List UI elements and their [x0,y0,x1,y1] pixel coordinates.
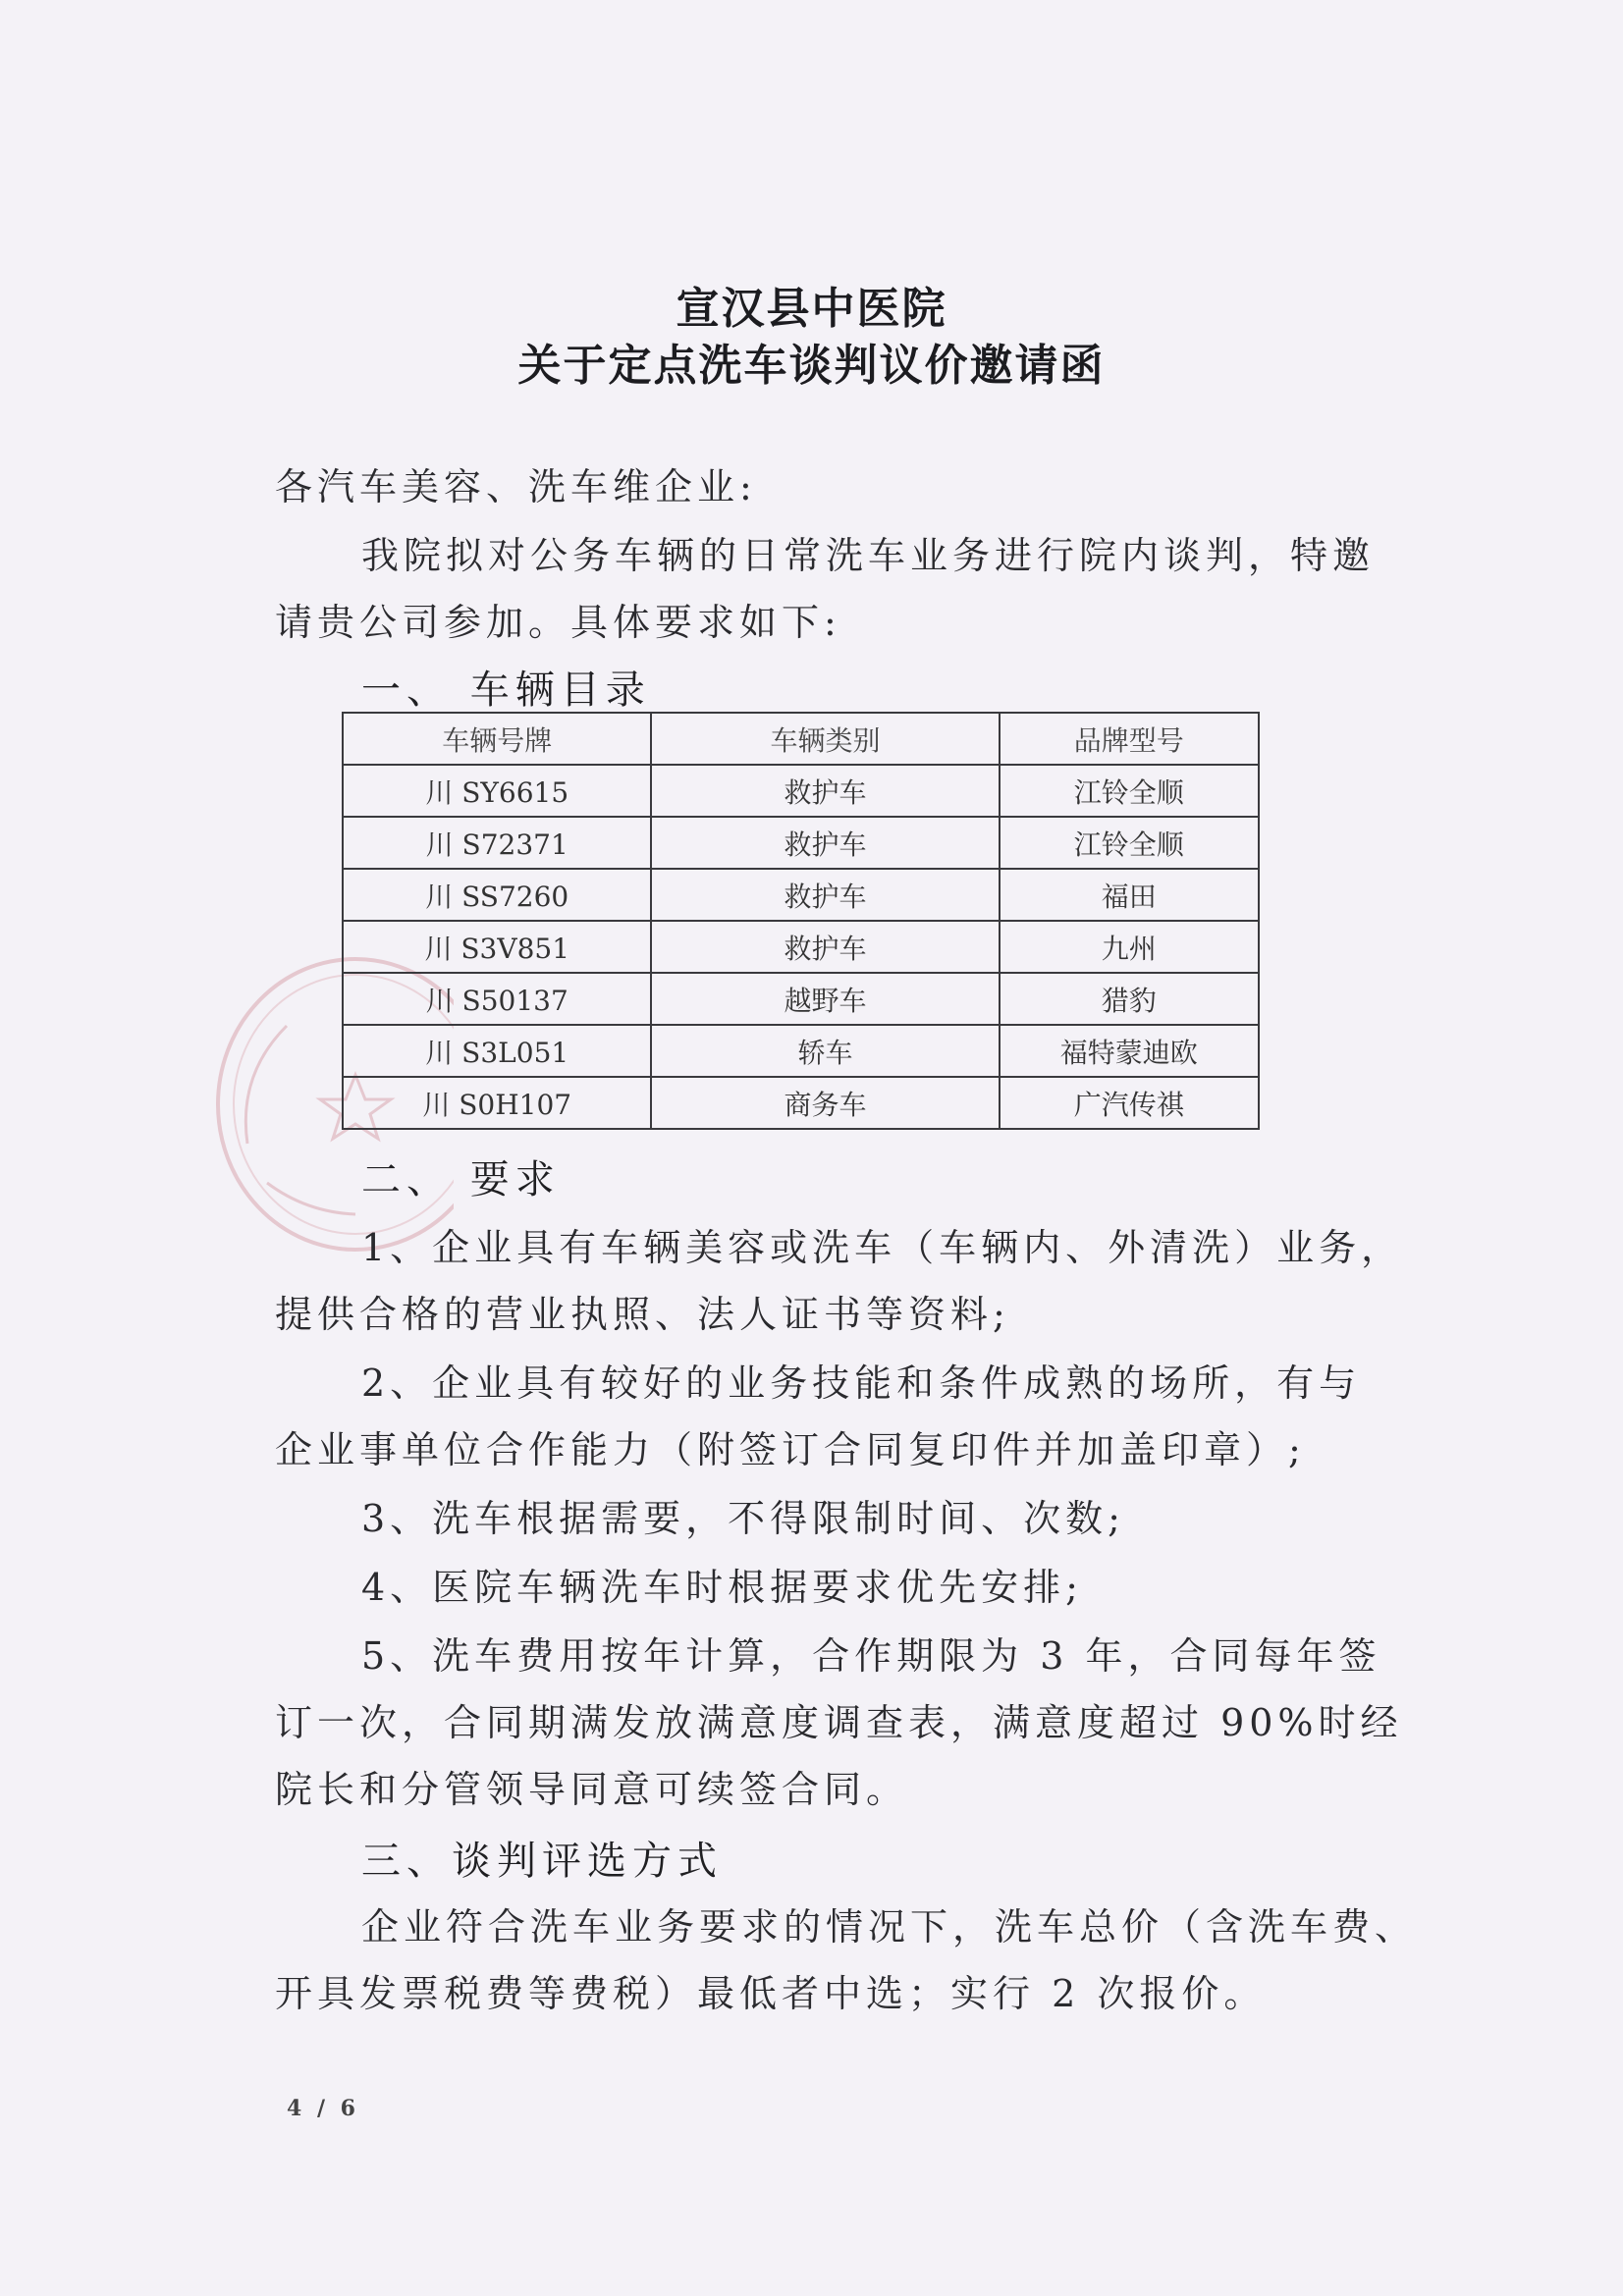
page-number: 4 / 6 [287,2096,359,2121]
table-row [343,973,1259,1025]
cell-plate: 川 S3L051 [343,1025,651,1077]
table-row [343,869,1259,921]
evaluation-line1: 企业符合洗车业务要求的情况下，洗车总价（含洗车费、 [361,1905,1418,1949]
section3-heading: 三、谈判评选方式 [361,1839,723,1884]
cell-type: 轿车 [651,1025,999,1077]
requirement5-line2: 订一次，合同期满发放满意度调查表，满意度超过 90%时经 [275,1701,1403,1744]
column-header-brand: 品牌型号 [1000,713,1259,765]
cell-plate: 川 SS7260 [343,869,651,921]
cell-plate: 川 S50137 [343,973,651,1025]
cell-brand: 福特蒙迪欧 [1000,1025,1259,1077]
requirement5-line3: 院长和分管领导同意可续签合同。 [275,1768,909,1811]
requirement5-line1: 5、洗车费用按年计算，合作期限为 3 年，合同每年签 [361,1634,1381,1678]
section1-heading: 一、 车辆目录 [361,667,651,713]
table-row [343,921,1259,973]
table-row [343,1025,1259,1077]
cell-type: 救护车 [651,869,999,921]
cell-type: 救护车 [651,765,999,817]
intro-line1: 我院拟对公务车辆的日常洗车业务进行院内谈判，特邀 [361,534,1376,577]
cell-brand: 九州 [1000,921,1259,973]
cell-brand: 福田 [1000,869,1259,921]
cell-brand: 猎豹 [1000,973,1259,1025]
cell-type: 越野车 [651,973,999,1025]
requirement3: 3、洗车根据需要，不得限制时间、次数; [361,1497,1125,1540]
requirement2-line2: 企业事单位合作能力（附签订合同复印件并加盖印章）; [275,1428,1306,1471]
requirement1-line1: 1、企业具有车辆美容或洗车（车辆内、外清洗）业务， [361,1226,1404,1269]
cell-brand: 江铃全顺 [1000,817,1259,869]
intro-line2: 请贵公司参加。具体要求如下: [275,601,841,644]
cell-plate: 川 SY6615 [343,765,651,817]
requirement4: 4、医院车辆洗车时根据要求优先安排; [361,1566,1083,1609]
requirement1-line2: 提供合格的营业执照、法人证书等资料; [275,1293,1010,1336]
requirement2-line1: 2、企业具有较好的业务技能和条件成熟的场所，有与 [361,1362,1362,1405]
table-row [343,765,1259,817]
vehicle-table [342,712,1260,1130]
section2-heading: 二、 要求 [361,1157,561,1202]
cell-plate: 川 S72371 [343,817,651,869]
cell-type: 商务车 [651,1077,999,1129]
table-row [343,817,1259,869]
cell-plate: 川 S3V851 [343,921,651,973]
column-header-type: 车辆类别 [651,713,999,765]
cell-type: 救护车 [651,817,999,869]
cell-plate: 川 S0H107 [343,1077,651,1129]
table-row [343,1077,1259,1129]
table-header-row [343,713,1259,765]
salutation: 各汽车美容、洗车维企业: [275,465,757,508]
cell-brand: 广汽传祺 [1000,1077,1259,1129]
cell-brand: 江铃全顺 [1000,765,1259,817]
document-title-line2: 关于定点洗车谈判议价邀请函 [517,341,1106,391]
document-title-line1: 宣汉县中医院 [676,284,947,334]
evaluation-line2: 开具发票税费等费税）最低者中选；实行 2 次报价。 [275,1972,1267,2015]
cell-type: 救护车 [651,921,999,973]
column-header-plate: 车辆号牌 [343,713,651,765]
